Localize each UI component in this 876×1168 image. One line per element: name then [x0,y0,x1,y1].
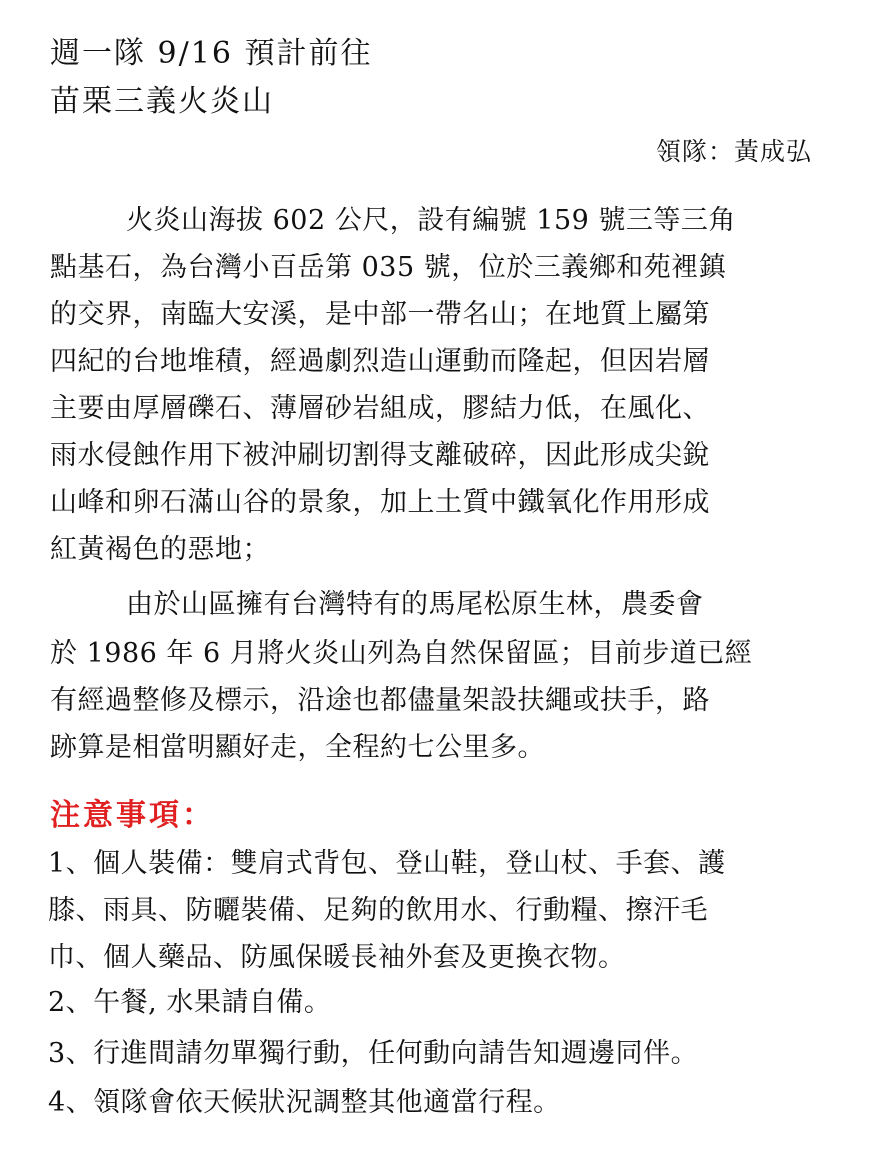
paragraph-line: 火炎山海拔 602 公尺，設有編號 159 號三等三角 [126,205,736,236]
paragraph-line: 點基石，為台灣小百岳第 035 號，位於三義鄉和苑裡鎮 [50,252,727,283]
page-title-line-1: 週一隊 9/16 預計前往 [50,36,373,71]
paragraph-line: 跡算是相當明顯好走，全程約七公里多。 [50,732,545,763]
note-item: 巾、個人藥品、防風保暖長袖外套及更換衣物。 [48,942,626,973]
page-title-line-2: 苗栗三義火炎山 [50,84,274,119]
paragraph-line: 主要由厚層礫石、薄層砂岩組成，膠結力低，在風化、 [50,393,710,424]
paragraph-line: 四紀的台地堆積，經過劇烈造山運動而隆起，但因岩層 [50,346,710,377]
paragraph-line: 由於山區擁有台灣特有的馬尾松原生林，農委會 [126,589,704,620]
paragraph-line: 的交界，南臨大安溪，是中部一帶名山；在地質上屬第 [50,299,710,330]
paragraph-line: 雨水侵蝕作用下被沖刷切割得支離破碎，因此形成尖銳 [50,440,710,471]
note-item: 膝、雨具、防曬裝備、足夠的飲用水、行動糧、擦汗毛 [48,895,708,926]
paragraph-line: 有經過整修及標示，沿途也都儘量架設扶繩或扶手，路 [50,685,710,716]
notes-heading: 注意事項： [50,798,215,833]
note-item: 1、個人裝備：雙肩式背包、登山鞋，登山杖、手套、護 [48,848,726,879]
paragraph-line: 於 1986 年 6 月將火炎山列為自然保留區；目前步道已經 [50,638,753,669]
note-item: 4、領隊會依天候狀況調整其他適當行程。 [48,1087,561,1118]
paragraph-line: 山峰和卵石滿山谷的景象，加上土質中鐵氧化作用形成 [50,487,710,518]
note-item: 3、行進間請勿單獨行動，任何動向請告知週邊同伴。 [48,1038,699,1069]
team-leader: 領隊：黃成弘 [655,137,812,166]
note-item: 2、午餐, 水果請自備。 [48,987,332,1018]
paragraph-line: 紅黃褐色的惡地； [50,534,270,565]
